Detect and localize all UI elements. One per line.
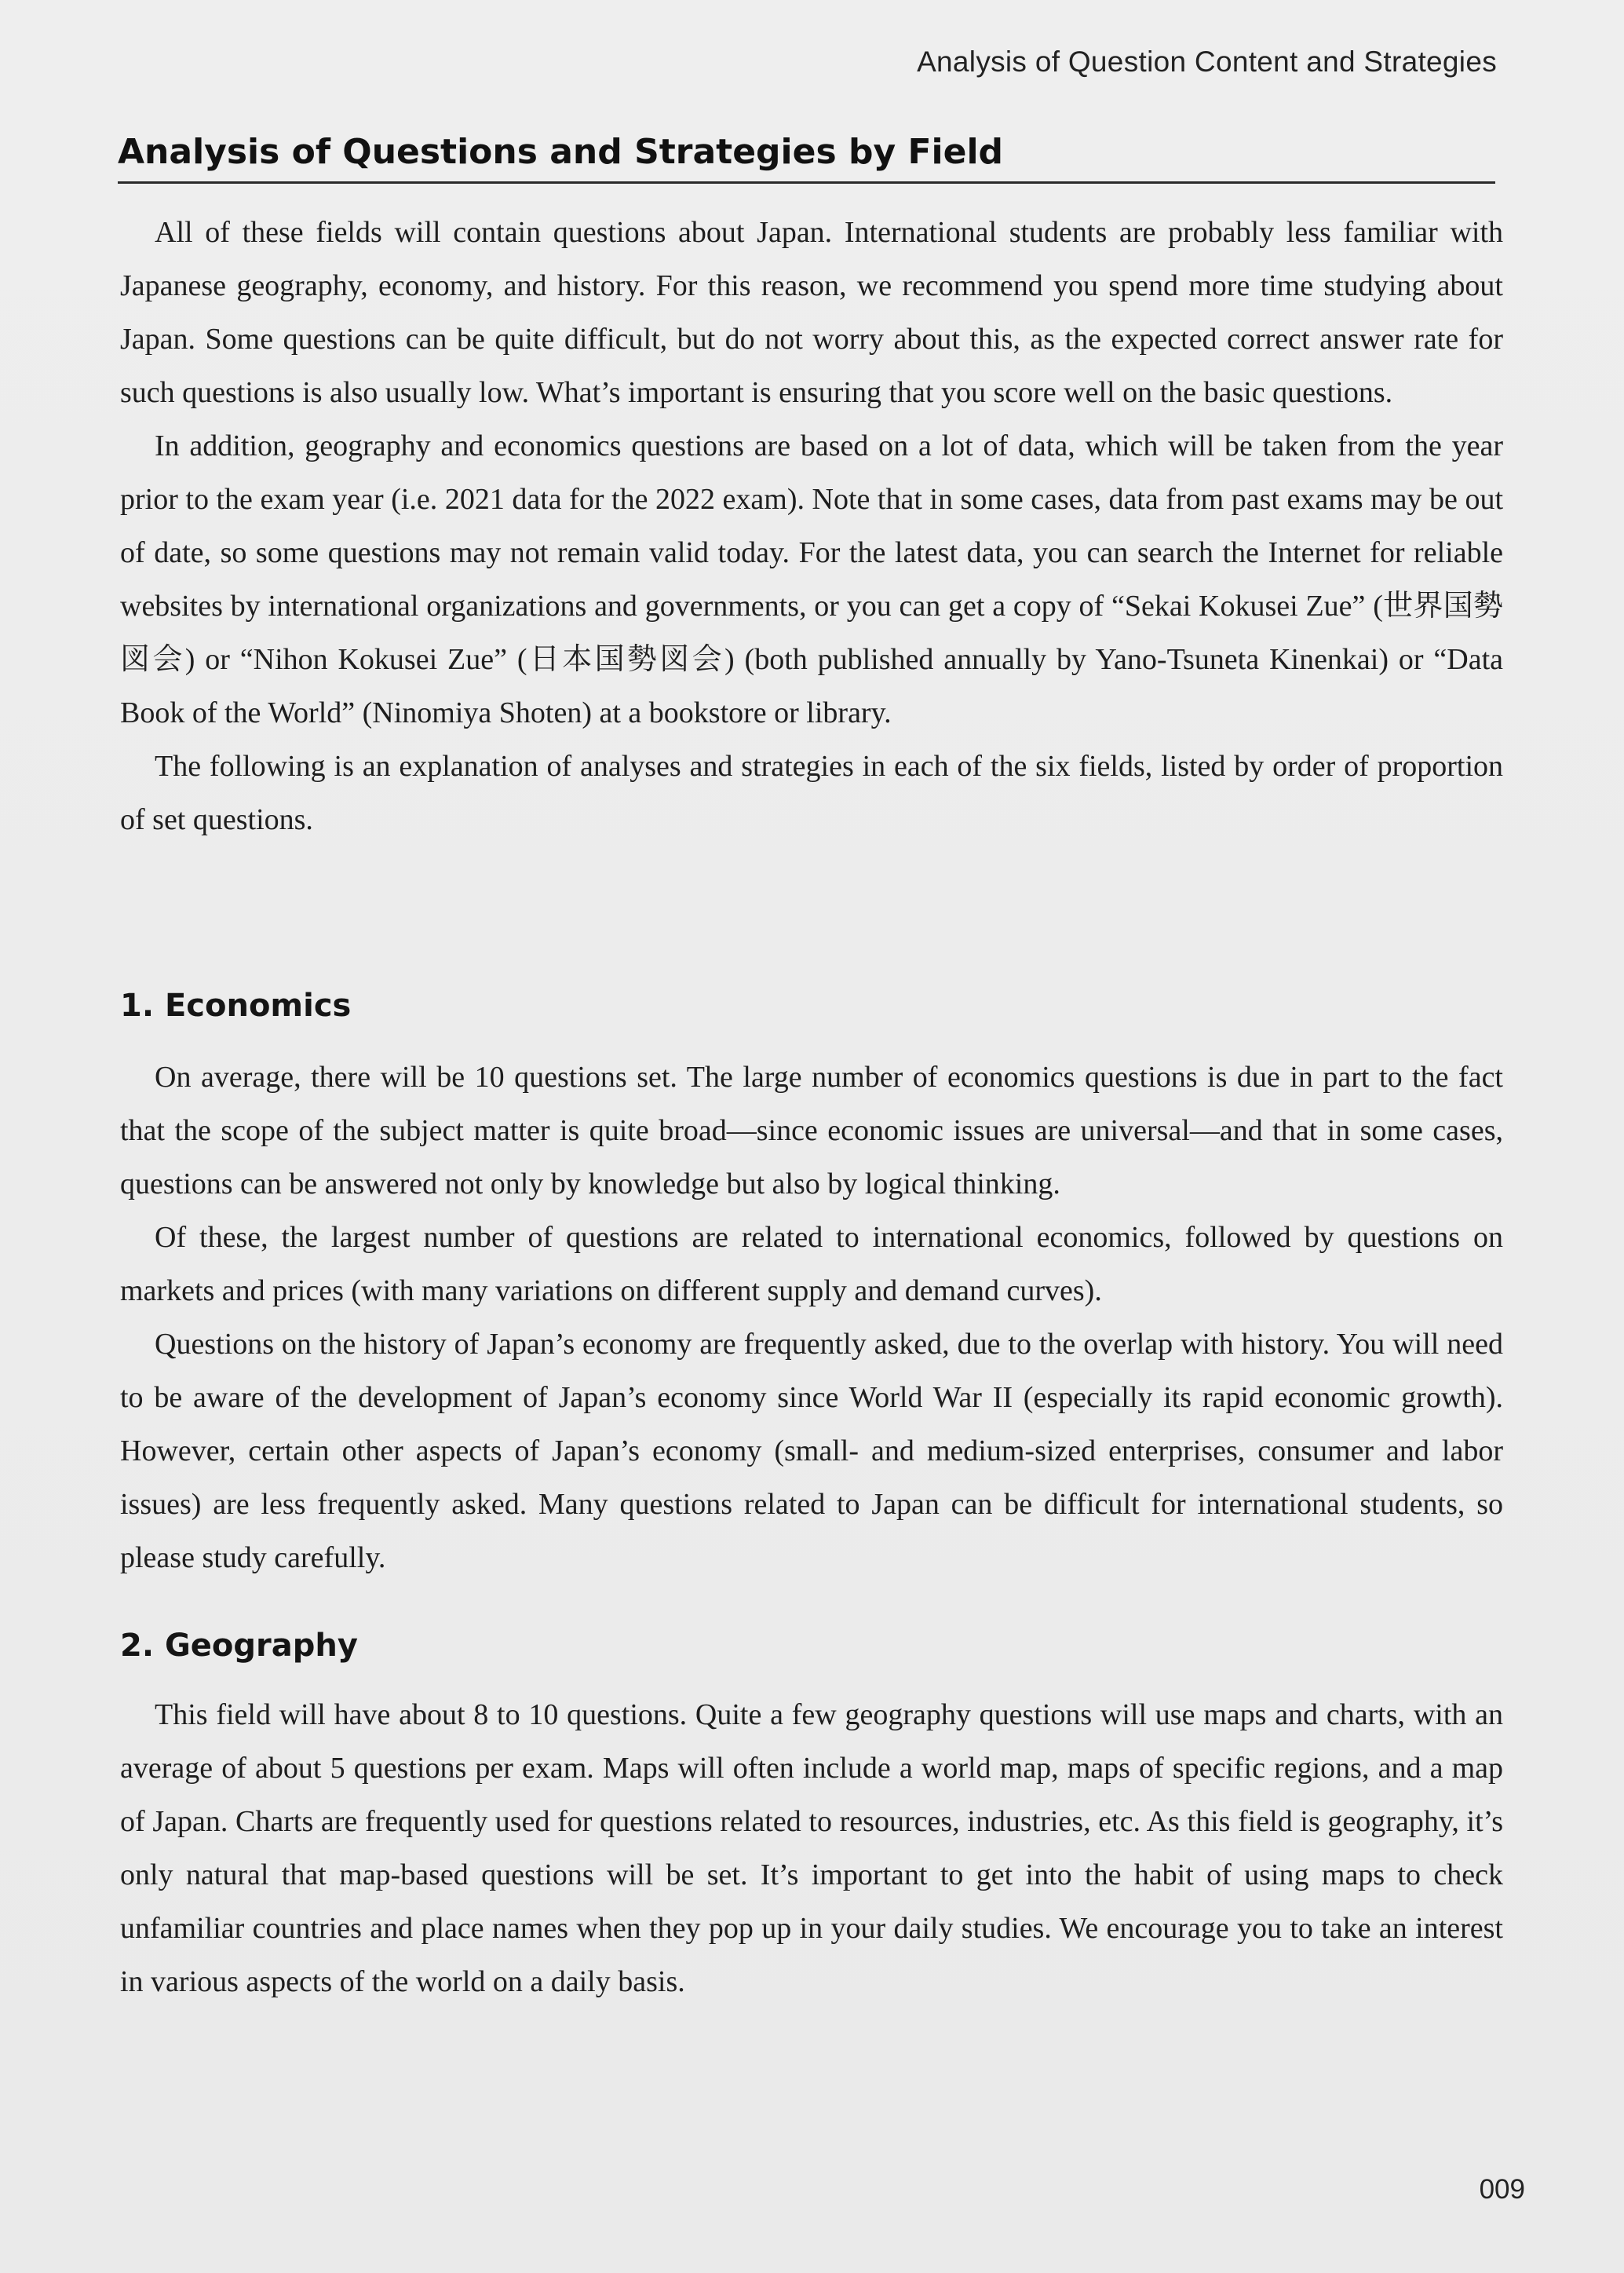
intro-text: [120, 206, 1503, 846]
page-number: 009: [1479, 2174, 1525, 2205]
intro-paragraph-1: All of these fields will contain questions about Japan. International students are probably less familiar with Japanese geography, economy, and history. For this reason, we recommend you spend more time studying about Japan. Some questions can be quite difficult, but do not worry about this, as the expected correct answer rate for such questions is also usually low. What’s important is ensuring that you score well on the basic questions.: [120, 216, 1503, 409]
intro-paragraph-3: The following is an explanation of analyses and strategies in each of the six fields, listed by order of proportion of set questions.: [120, 750, 1503, 836]
economics-paragraph-2: Of these, the largest number of questions are related to international economics, followed by questions on markets and prices (with many variations on different supply and demand curves).: [120, 1221, 1503, 1307]
economics-paragraph-1: On average, there will be 10 questions set. The large number of economics questions is due in part to the fact that the scope of the subject matter is quite broad—since economic issues are universal—and that in some cases, questions can be answered not only by knowledge but also by logical thinking.: [120, 1061, 1503, 1200]
economics-paragraph-3: Questions on the history of Japan’s economy are frequently asked, due to the overlap with history. You will need to be aware of the development of Japan’s economy since World War II (especially its rapid economic growth). However, certain other aspects of Japan’s economy (small- and medium-sized enterprises, consumer and labor issues) are less frequently asked. Many questions related to Japan can be difficult for international students, so please study carefully.: [120, 1328, 1503, 1574]
economics-text: [120, 1051, 1503, 1584]
geography-paragraph-1: This field will have about 8 to 10 questions. Quite a few geography questions will use maps and charts, with an average of about 5 questions per exam. Maps will often include a world map, maps of specific regions, and a map of Japan. Charts are frequently used for questions related to resources, industries, etc. As this field is geography, it’s only natural that map-based questions will be set. It’s important to get into the habit of using maps to check unfamiliar countries and place names when they pop up in your daily studies. We encourage you to take an interest in various aspects of the world on a daily basis.: [120, 1698, 1503, 1998]
geography-text: [120, 1688, 1503, 2008]
section-title: Analysis of Questions and Strategies by Field: [118, 132, 1495, 184]
economics-heading: 1. Economics: [120, 988, 352, 1024]
geography-heading: 2. Geography: [120, 1628, 358, 1664]
running-header: Analysis of Question Content and Strategies: [917, 46, 1497, 78]
intro-paragraph-2: In addition, geography and economics questions are based on a lot of data, which will be taken from the year prior to the exam year (i.e. 2021 data for the 2022 exam). Note that in some cases, data from past exams may be out of date, so some questions may not remain valid today. For the latest data, you can search the Internet for reliable websites by international organizations and governments, or you can get a copy of “Sekai Kokusei Zue” (世界国勢図会) or “Nihon Kokusei Zue” (日本国勢図会) (both published annually by Yano-Tsuneta Kinenkai) or “Data Book of the World” (Ninomiya Shoten) at a bookstore or library.: [120, 429, 1503, 729]
